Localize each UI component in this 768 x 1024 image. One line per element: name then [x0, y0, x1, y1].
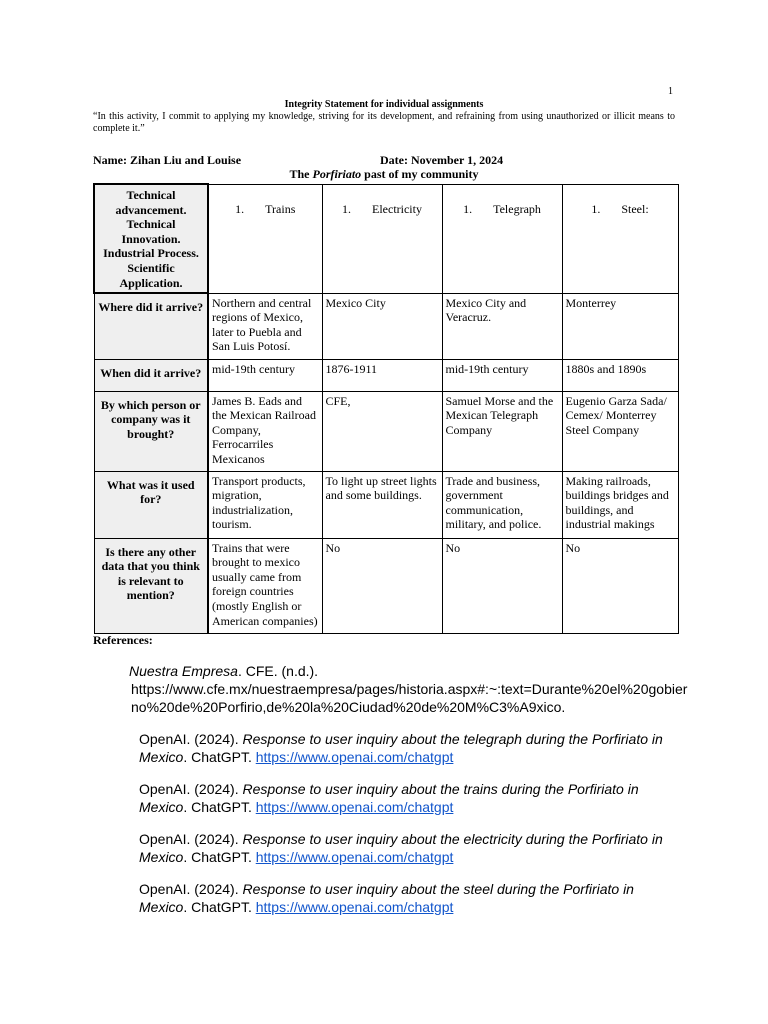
reference-title: Response to user inquiry about the trains during the Porfiriato in Mexico: [139, 781, 639, 815]
table-row: [94, 471, 678, 538]
reference-title: Response to user inquiry about the steel during the Porfiriato in Mexico: [139, 881, 634, 915]
table-cell: Making railroads, buildings bridges and buildings, and industrial makings: [562, 471, 678, 538]
row-header: What was it used for?: [94, 471, 208, 538]
column-label: Trains: [265, 201, 296, 216]
reference-link[interactable]: https://www.openai.com/chatgpt: [255, 799, 454, 815]
integrity-title: Integrity Statement for individual assignments: [284, 99, 484, 110]
table-cell: Samuel Morse and the Mexican Telegraph Company: [442, 391, 562, 471]
reference-openai-electricity: [139, 830, 679, 866]
column-label: Telegraph: [493, 201, 541, 216]
reference-openai-trains: [139, 780, 679, 816]
reference-author: OpenAI. (2024).: [139, 881, 243, 897]
reference-openai-steel: [139, 880, 679, 916]
table-cell: Transport products, migration, industrialization, tourism.: [208, 471, 322, 538]
table-cell: 1876-1911: [322, 359, 442, 391]
table-cell: Mexico City and Veracruz.: [442, 293, 562, 359]
table-cell: Monterrey: [562, 293, 678, 359]
reference-link[interactable]: https://www.openai.com/chatgpt: [255, 899, 454, 915]
row-header: Is there any other data that you think is relevant to mention?: [94, 538, 208, 633]
reference-url: https://www.cfe.mx/nuestraempresa/pages/historia.aspx#:~:text=Durante%20el%20gobierno%20de%20Porfirio,de%20la%20Ciudad%20de%20M%C3%A9xico.: [131, 681, 688, 715]
table-cell: CFE,: [322, 391, 442, 471]
row-header: Where did it arrive?: [94, 293, 208, 359]
column-label: Electricity: [372, 201, 422, 216]
table-cell: Trade and business, government communication, military, and police.: [442, 471, 562, 538]
column-header-steel: [562, 184, 678, 293]
reference-link[interactable]: https://www.openai.com/chatgpt: [255, 849, 454, 865]
integrity-quote: “In this activity, I commit to applying my knowledge, striving for its development, and refraining from using unauthorized or illicit means to complete it.”: [93, 111, 675, 134]
table-cell: No: [562, 538, 678, 633]
row-header: When did it arrive?: [94, 359, 208, 391]
table-cell: Northern and central regions of Mexico, later to Puebla and San Luis Potosí.: [208, 293, 322, 359]
table-cell: Mexico City: [322, 293, 442, 359]
page-number: 1: [668, 86, 673, 97]
column-label: Steel:: [621, 201, 649, 216]
table-row: [94, 538, 678, 633]
reference-title: Response to user inquiry about the telegraph during the Porfiriato in Mexico: [139, 731, 663, 765]
column-header-telegraph: [442, 184, 562, 293]
column-number: 1.: [235, 201, 245, 216]
table-cell: To light up street lights and some buildings.: [322, 471, 442, 538]
table-cell: Eugenio Garza Sada/ Cemex/ Monterrey Steel Company: [562, 391, 678, 471]
column-number: 1.: [463, 201, 473, 216]
table-row: [94, 359, 678, 391]
references-heading: References:: [93, 633, 153, 647]
reference-openai-telegraph: [139, 730, 679, 766]
reference-author: OpenAI. (2024).: [139, 781, 243, 797]
column-header-electricity: [322, 184, 442, 293]
table-cell: No: [322, 538, 442, 633]
reference-source: . ChatGPT.: [183, 899, 256, 915]
reference-source: . ChatGPT.: [183, 799, 256, 815]
table-cell: mid-19th century: [442, 359, 562, 391]
porfiriato-table: [93, 183, 679, 634]
document-subtitle: [93, 167, 675, 182]
reference-source: . ChatGPT.: [183, 749, 256, 765]
table-cell: mid-19th century: [208, 359, 322, 391]
corner-cell: Technical advancement. Technical Innovation. Industrial Process. Scientific Application.: [94, 184, 208, 293]
reference-source: . ChatGPT.: [183, 849, 256, 865]
table-cell: James B. Eads and the Mexican Railroad Company, Ferrocarriles Mexicanos: [208, 391, 322, 471]
subtitle-post: past of my community: [361, 167, 479, 181]
table-cell: Trains that were brought to mexico usually came from foreign countries (mostly English or American companies): [208, 538, 322, 633]
column-header-trains: [208, 184, 322, 293]
reference-text: . CFE. (n.d.).: [237, 663, 319, 679]
table-cell: No: [442, 538, 562, 633]
column-number: 1.: [591, 201, 601, 216]
reference-link[interactable]: https://www.openai.com/chatgpt: [255, 749, 454, 765]
row-header: By which person or company was it brought?: [94, 391, 208, 471]
student-names: Name: Zihan Liu and Louise: [93, 153, 242, 167]
reference-title: Nuestra Empresa: [129, 663, 238, 679]
reference-cfe: [129, 662, 689, 716]
table-row: [94, 293, 678, 359]
reference-title: Response to user inquiry about the electricity during the Porfiriato in Mexico: [139, 831, 663, 865]
subtitle-pre: The: [289, 167, 313, 181]
table-cell: 1880s and 1890s: [562, 359, 678, 391]
reference-author: OpenAI. (2024).: [139, 731, 243, 747]
reference-author: OpenAI. (2024).: [139, 831, 243, 847]
table-header-row: [94, 184, 678, 293]
document-date: Date: November 1, 2024: [380, 153, 504, 167]
table-row: [94, 391, 678, 471]
subtitle-italic: Porfiriato: [312, 167, 362, 181]
column-number: 1.: [342, 201, 351, 216]
